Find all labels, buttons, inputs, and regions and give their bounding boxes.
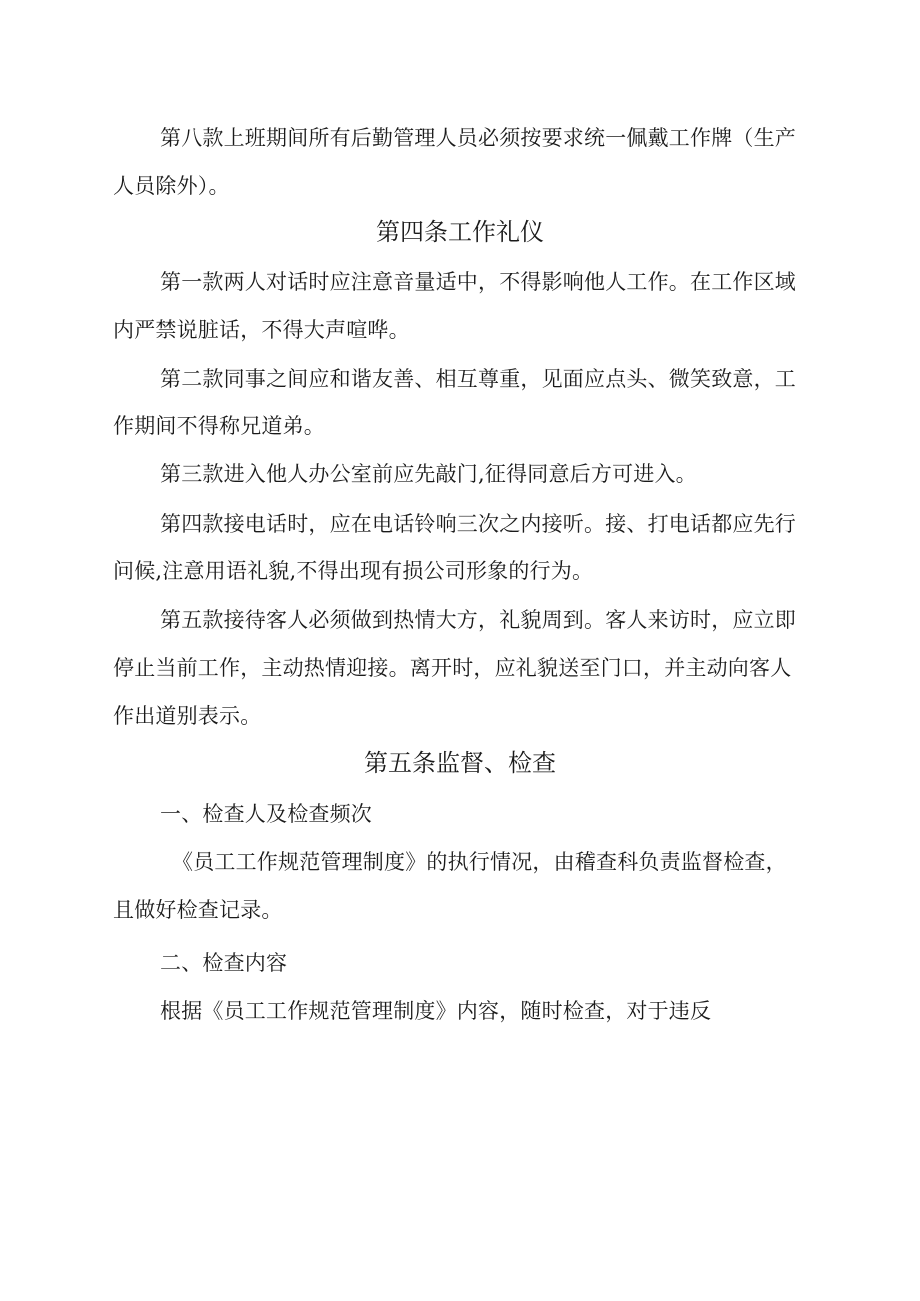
art4-clause2-line1: 第二款同事之间应和谐友善、相互尊重，见面应点头、微笑致意，工: [160, 367, 796, 391]
article5-heading: 第五条监督、检查: [364, 749, 556, 777]
art5-sub2-line1: 根据《员工工作规范管理制度》内容，随时检查，对于违反: [160, 999, 712, 1023]
art4-clause4-line1: 第四款接电话时，应在电话铃响三次之内接听。接、打电话都应先行: [160, 512, 796, 536]
art4-clause5-line2: 停止当前工作，主动热情迎接。离开时，应礼貌送至门口，并主动向客人: [113, 656, 792, 680]
clause8-line2: 人员除外）。: [113, 174, 230, 198]
clause8-line1: 第八款上班期间所有后勤管理人员必须按要求统一佩戴工作牌（生产: [160, 126, 796, 150]
art4-clause5-line1: 第五款接待客人必须做到热情大方，礼貌周到。客人来访时，应立即: [160, 608, 796, 632]
art4-clause1-line1: 第一款两人对话时应注意音量适中，不得影响他人工作。在工作区域: [160, 270, 796, 294]
art4-clause4-line2: 问候,注意用语礼貌,不得出现有损公司形象的行为。: [113, 559, 594, 583]
art5-sub1-line1: 《员工工作规范管理制度》的执行情况，由稽查科负责监督检查，: [172, 850, 787, 874]
art5-sub1-title: 一、检查人及检查频次: [160, 802, 372, 826]
art5-sub1-line2: 且做好检查记录。: [113, 898, 283, 922]
art5-sub2-title: 二、检查内容: [160, 951, 288, 975]
art4-clause5-line3: 作出道别表示。: [113, 704, 262, 728]
article4-heading: 第四条工作礼仪: [376, 218, 544, 246]
art4-clause3-line1: 第三款进入他人办公室前应先敲门,征得同意后方可进入。: [160, 462, 697, 486]
art4-clause2-line2: 作期间不得称兄道弟。: [113, 414, 325, 438]
art4-clause1-line2: 内严禁说脏话，不得大声喧哗。: [113, 318, 410, 342]
